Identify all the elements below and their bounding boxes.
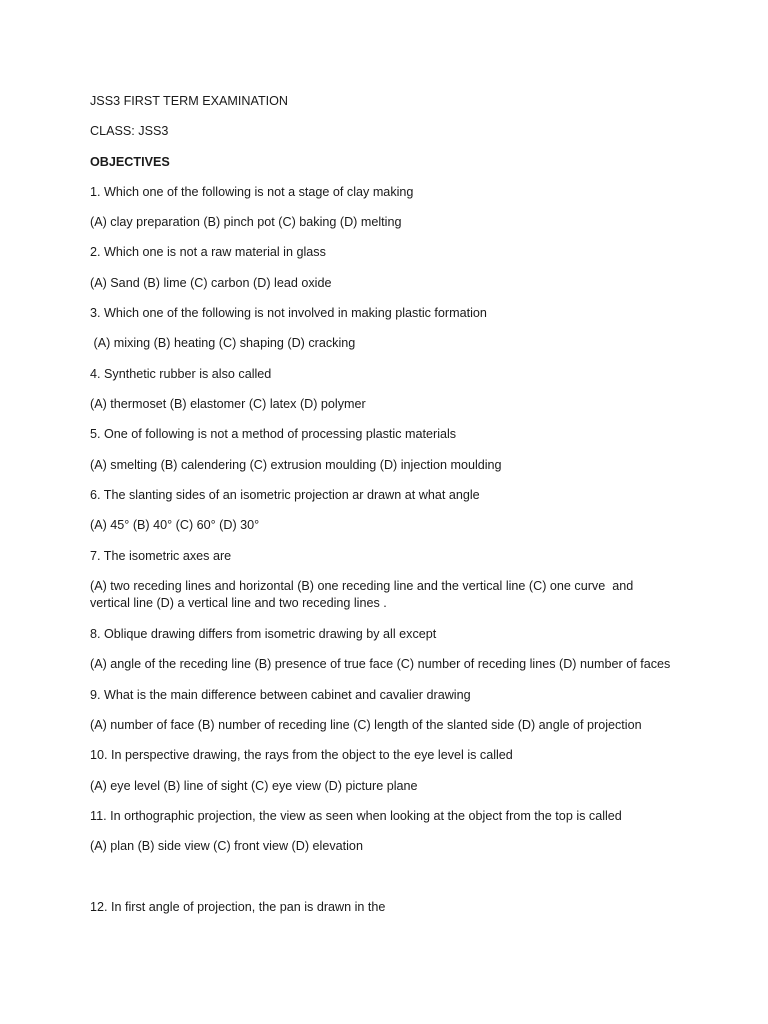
section-heading: OBJECTIVES [90, 155, 170, 169]
class-line: CLASS: JSS3 [90, 124, 169, 138]
options-7: (A) two receding lines and horizontal (B) one receding line and the vertical line (C) one curve and vertical line (D) a vertical line and two receding lines . [90, 579, 637, 610]
question-12: 12. In first angle of projection, the pan is drawn in the [90, 900, 386, 914]
question-6: 6. The slanting sides of an isometric projection ar drawn at what angle [90, 488, 480, 502]
options-8: (A) angle of the receding line (B) presence of true face (C) number of receding lines (D) number of faces [90, 657, 671, 671]
question-5: 5. One of following is not a method of processing plastic materials [90, 427, 457, 441]
question-8: 8. Oblique drawing differs from isometric drawing by all except [90, 627, 437, 641]
question-7: 7. The isometric axes are [90, 549, 232, 563]
options-2: (A) Sand (B) lime (C) carbon (D) lead oxide [90, 276, 332, 290]
options-9: (A) number of face (B) number of receding line (C) length of the slanted side (D) angle of projection [90, 718, 642, 732]
question-9: 9. What is the main difference between cabinet and cavalier drawing [90, 688, 471, 702]
question-11: 11. In orthographic projection, the view as seen when looking at the object from the top is called [90, 809, 622, 823]
question-2: 2. Which one is not a raw material in glass [90, 245, 326, 259]
question-3: 3. Which one of the following is not involved in making plastic formation [90, 306, 487, 320]
options-6: (A) 45° (B) 40° (C) 60° (D) 30° [90, 518, 260, 532]
question-4: 4. Synthetic rubber is also called [90, 367, 272, 381]
options-4: (A) thermoset (B) elastomer (C) latex (D) polymer [90, 397, 366, 411]
options-1: (A) clay preparation (B) pinch pot (C) baking (D) melting [90, 215, 402, 229]
options-11: (A) plan (B) side view (C) front view (D) elevation [90, 839, 363, 853]
options-5: (A) smelting (B) calendering (C) extrusion moulding (D) injection moulding [90, 458, 502, 472]
question-1: 1. Which one of the following is not a stage of clay making [90, 185, 414, 199]
options-3: (A) mixing (B) heating (C) shaping (D) cracking [90, 336, 356, 350]
question-10: 10. In perspective drawing, the rays from the object to the eye level is called [90, 748, 513, 762]
options-10: (A) eye level (B) line of sight (C) eye view (D) picture plane [90, 779, 418, 793]
exam-title: JSS3 FIRST TERM EXAMINATION [90, 94, 289, 108]
